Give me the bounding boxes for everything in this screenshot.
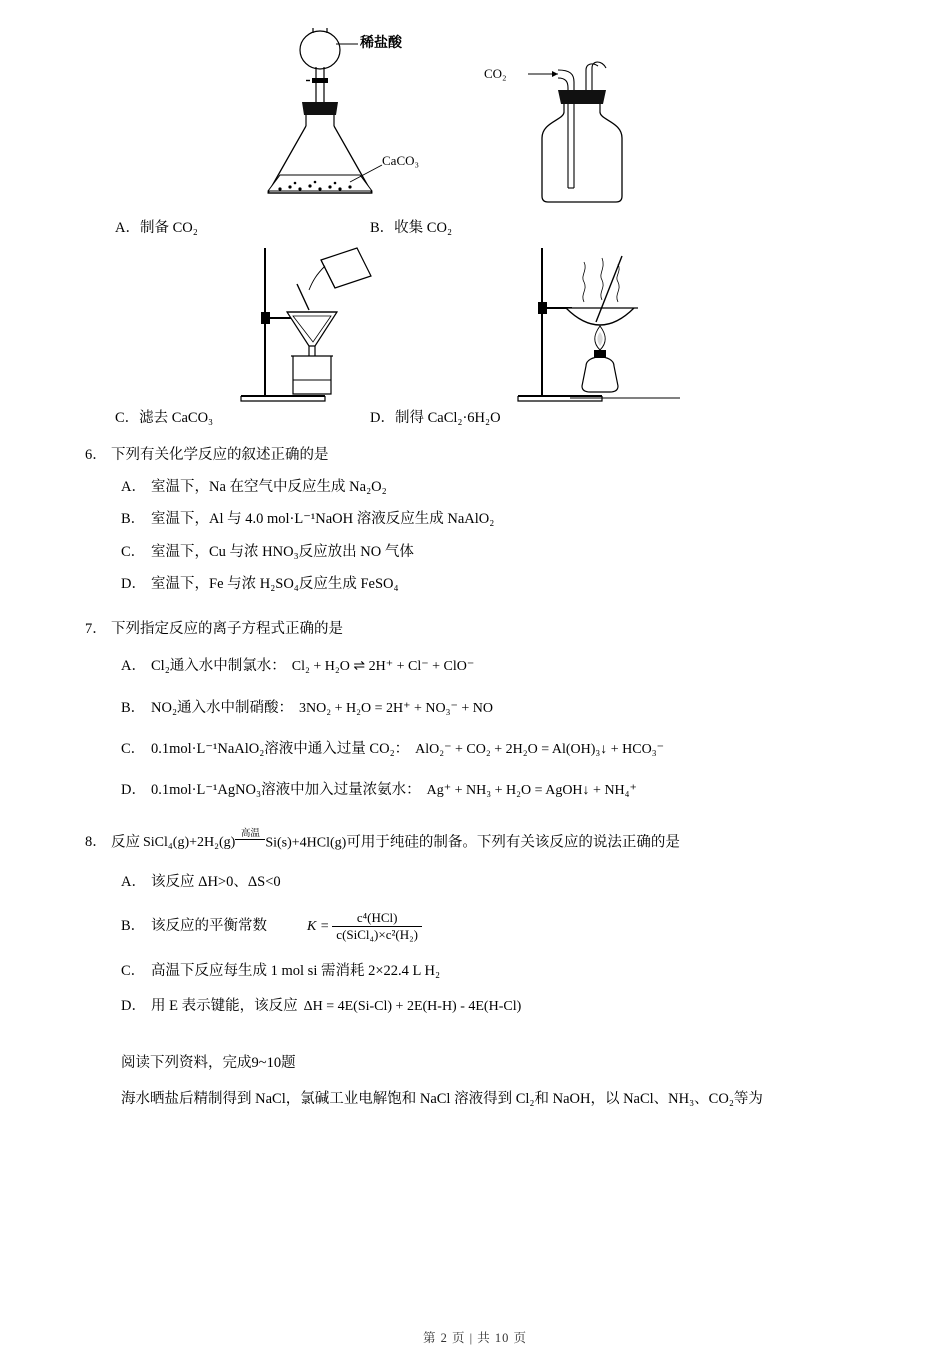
caption-a-text: 制备 CO₂ [139,220,198,236]
option-c-text: 0.1mol·L⁻¹NaAlO₂溶液中通入过量 CO₂： [151,740,410,757]
caption-option-b [370,216,452,237]
question-6-option-d [121,573,855,596]
question-8-head [85,829,855,857]
question-6-number: 6． [85,447,107,463]
reaction-arrow [235,839,265,857]
option-b-equation: 3NO₂ + H₂O = 2H⁺ + NO₃⁻ + NO [299,700,493,716]
question-7-option-c [121,738,855,761]
option-a-text: 该反应 ΔH>0、ΔS<0 [151,873,281,890]
condition-label: 高温 [240,828,260,839]
question-7-stem: 下列指定反应的离子方程式正确的是 [111,620,343,637]
option-d-tag: D． [121,997,146,1014]
question-8-option-c [121,960,855,983]
question-8-equation-right: Si(s)+4HCl(g) [265,835,347,851]
figure-c-svg [225,246,435,406]
question-8-number: 8． [85,834,107,851]
caption-d-text: 制得 CaCl₂·6H₂O [394,410,501,426]
option-b-text: 室温下，Al 与 4.0 mol·L⁻¹NaOH 溶液反应生成 NaAlO₂ [151,511,495,528]
question-8-option-b [121,910,855,944]
option-d-tag: D． [121,575,146,592]
option-c-text: 高温下反应每生成 1 mol si 需消耗 2×22.4 L H₂ [151,962,441,979]
figure-area [95,28,855,428]
option-a-equation: Cl₂ + H₂O ⇌ 2H⁺ + Cl⁻ + ClO⁻ [291,659,475,675]
label-co2-inlet: CO₂ [484,66,507,81]
reading-passage [121,1052,855,1111]
question-6-stem: 下列有关化学反应的叙述正确的是 [111,447,329,463]
label-dilute-hydrochloric-acid: 稀盐酸 [360,36,402,51]
caption-a-tag: A． [115,220,140,236]
figure-b-apparatus [470,48,700,213]
figure-d-svg [510,246,740,406]
fraction-numerator: c⁴(HCl) [332,910,422,927]
question-6-option-c [121,541,855,564]
option-d-text: 室温下，Fe 与浓 H₂SO₄反应生成 FeSO₄ [151,575,399,592]
caption-d-tag: D． [370,410,395,426]
question-7-option-d [121,779,855,802]
question-6-option-b [121,508,855,531]
caption-option-d [370,406,501,427]
question-8-equation-left: SiCl₄(g)+2H₂(g) [143,835,236,851]
question-7-head [85,618,855,641]
fraction-denominator: c(SiCl₄)×c²(H₂) [336,927,418,943]
question-7 [85,618,855,803]
option-a-tag: A． [121,479,146,496]
option-d-text: 用 E 表示键能，该反应 [151,997,298,1014]
figure-c-apparatus [225,246,435,406]
caption-b-tag: B． [370,220,395,236]
option-a-text: 室温下，Na 在空气中反应生成 Na₂O₂ [151,479,387,496]
question-8-stem-post: 可用于纯硅的制备。下列有关该反应的说法正确的是 [346,834,680,851]
question-8-option-d [121,995,855,1018]
figure-d-apparatus [510,246,740,406]
document-page [0,28,950,1372]
caption-c-tag: C． [115,410,140,426]
option-a-tag: A． [121,658,146,675]
option-d-equation: ΔH = 4E(Si‑Cl) + 2E(H‑H) ‑ 4E(H‑Cl) [303,998,522,1014]
page-footer: 第 2 页 | 共 10 页 [422,1331,527,1345]
reading-paragraph: 海水晒盐后精制得到 NaCl，氯碱工业电解饱和 NaCl 溶液得到 Cl₂和 NaOH，以 NaCl、NH₃、CO₂等为 [121,1091,763,1108]
option-b-tag: B． [121,511,146,528]
question-7-number: 7． [85,620,107,637]
question-8-reaction-condition [235,829,265,857]
option-a-text: Cl₂通入水中制氯水： [151,658,286,675]
option-b-tag: B． [121,699,146,716]
label-caco3: CaCO₃ [382,153,420,168]
option-c-tag: C． [121,543,146,560]
option-b-text: NO₂通入水中制硝酸： [151,699,293,716]
caption-option-c [115,406,213,427]
question-6-option-a [121,476,855,499]
question-8-option-a [121,871,855,894]
option-c-equation: AlO₂⁻ + CO₂ + 2H₂O = Al(OH)₃↓ + HCO₃⁻ [415,741,665,757]
figure-a-apparatus [210,28,440,213]
question-6-head [85,444,855,467]
question-8-stem-pre: 反应 [111,834,140,851]
question-6 [85,444,855,596]
option-c-text: 室温下，Cu 与浓 HNO₃反应放出 NO 气体 [151,543,414,560]
option-b-tag: B． [121,918,146,935]
caption-b-text: 收集 CO₂ [394,220,452,236]
figure-a-svg [210,28,440,213]
equilibrium-constant-fraction [332,910,422,944]
caption-option-a [115,216,198,237]
option-a-tag: A． [121,873,146,890]
question-8 [85,828,855,1019]
option-b-text: 该反应的平衡常数 [151,918,267,935]
option-c-tag: C． [121,962,146,979]
option-d-text: 0.1mol·L⁻¹AgNO₃溶液中加入过量浓氨水： [151,782,421,799]
question-7-option-b [121,697,855,720]
equilibrium-constant-symbol: K = [307,919,330,935]
caption-c-text: 滤去 CaCO₃ [139,410,214,426]
option-d-equation: Ag⁺ + NH₃ + H₂O = AgOH↓ + NH₄⁺ [426,783,637,799]
question-7-option-a [121,655,855,678]
option-d-tag: D． [121,782,146,799]
option-c-tag: C． [121,740,146,757]
reading-title: 阅读下列资料，完成9~10题 [121,1055,296,1072]
